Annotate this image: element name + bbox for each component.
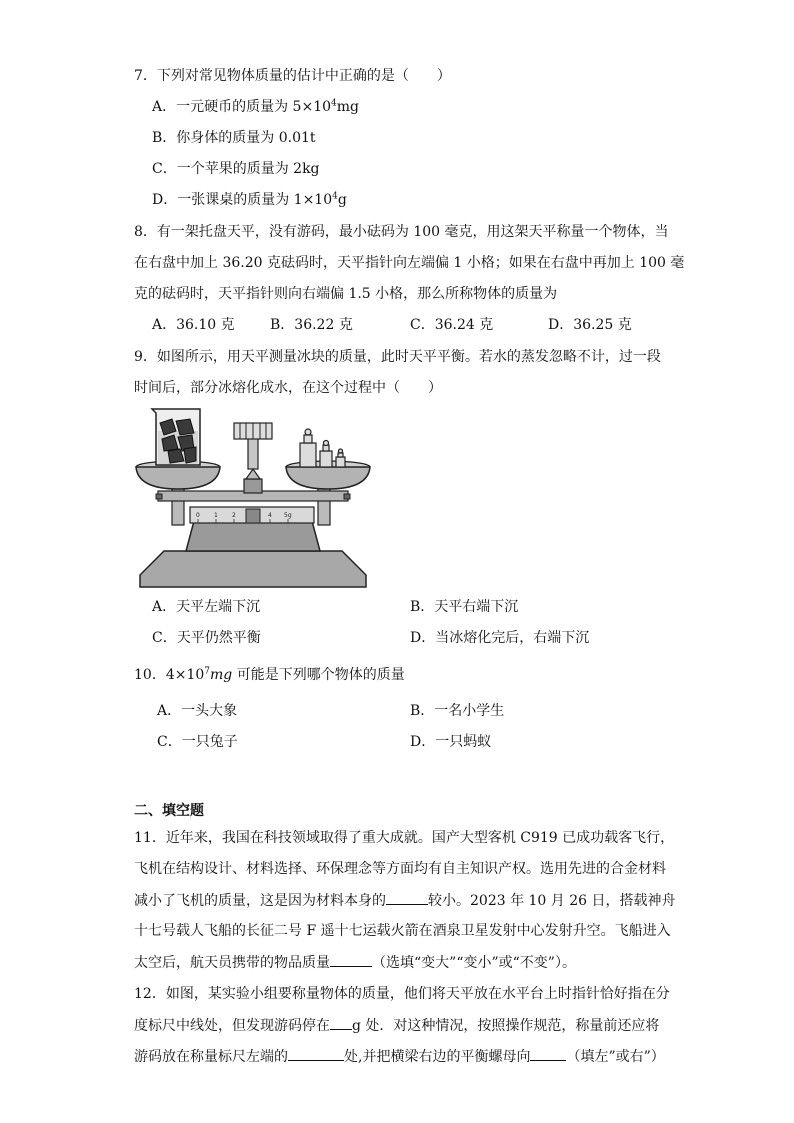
q9-option-b: B．天平右端下沉 [410,599,519,615]
q7-option-a-exp: 4 [331,98,337,109]
scale-label-4: 4 [268,512,272,519]
scale-label-5: 5g [284,512,292,519]
q11-line5-post: （选填“变大”“变小”或“不变”）。 [372,955,576,971]
q8-line3: 克的砝码时，天平指针则向右端偏 1.5 小格，那么所称物体的质量为 [134,286,558,302]
center-post [244,479,262,493]
q10-number: 10． [134,667,166,683]
q7-option-d-unit: g [337,192,347,208]
q10-option-d: D．一只蚂蚁 [410,734,492,750]
q9-line1: 9．如图所示，用天平测量冰块的质量，此时天平平衡。若水的蒸发忽略不计，过一段 [134,349,661,365]
q11-line4: 十七号载人飞船的长征二号 F 遥十七运载火箭在酒泉卫星发射中心发射升空。飞船进入 [134,923,671,939]
q12-line3-pre: 游码放在称量标尺左端的 [134,1049,288,1065]
right-pan [286,467,370,489]
q7-option-a-unit: mg [336,99,359,115]
q10-rest: 可能是下列哪个物体的质量 [232,667,405,683]
q10-option-a: A．一头大象 [157,703,238,719]
left-balance-nut [156,494,162,499]
scale-label-0: 0 [196,512,200,519]
q7-option-a-text: A．一元硬币的质量为 5×10 [152,99,332,115]
section-title: 二、填空题 [134,803,204,819]
q9-option-a: A．天平左端下沉 [152,599,261,615]
q7-stem: 7．下列对常见物体质量的估计中正确的是（ ） [134,68,451,84]
balance-figure [134,403,372,589]
q11-line3-pre: 减小了飞机的质量，这是因为材料本身的 [134,893,386,909]
q8-option-c: C．36.24 克 [410,317,494,333]
q12-line3-post: （填左”或右”） [566,1049,665,1065]
scale-label-1: 1 [214,512,218,519]
q8-option-b: B．36.22 克 [270,317,353,333]
q11-line5 [134,952,576,973]
q11-line2: 飞机在结构设计、材料选择、环保理念等方面均有自主知识产权。选用先进的合金材料 [134,861,666,877]
q11-line5-pre: 太空后，航天员携带的物品质量 [134,955,330,971]
rider [246,509,260,523]
q11-line3-post: 较小。2023 年 10 月 26 日，搭载神舟 [428,893,676,909]
q9-line2: 时间后，部分冰熔化成水，在这个过程中（ ） [134,380,442,396]
q10-stem [134,665,405,685]
q10-option-c: C．一只兔子 [157,734,238,750]
q8-option-d: D．36.25 克 [548,317,632,333]
q11-line3 [134,890,676,911]
q7-option-c: C．一个苹果的质量为 2kg [152,161,320,177]
q7-option-b: B．你身体的质量为 0.01t [152,130,316,146]
q8-option-a: A．36.10 克 [152,317,235,333]
pointer-column [248,437,258,469]
q12-line3-mid: 处,并把横梁右边的平衡螺母向 [344,1049,531,1065]
q10-unit: mg [210,667,233,683]
q10-option-b: B．一名小学生 [410,703,505,719]
q8-line1: 8．有一架托盘天平，没有游码，最小砝码为 100 毫克，用这架天平称量一个物体，当 [134,224,669,240]
q11-blank-2[interactable] [330,952,372,967]
q12-blank-1[interactable] [330,1015,352,1030]
scale-label-2: 2 [232,512,236,519]
right-balance-nut [344,494,350,499]
weights [300,429,345,467]
q11-line1: 11．近年来，我国在科技领域取得了重大成就。国产大型客机 C919 已成功载客飞行， [134,830,675,846]
q10-exponent: 7 [204,666,211,677]
q7-option-a [152,97,359,117]
q11-blank-1[interactable] [386,890,428,905]
q7-option-d [152,190,347,210]
q12-line2-post: g 处．对这种情况，按照操作规范，称量前还应将 [352,1018,660,1034]
balance-pedestal [186,521,320,551]
q10-coefficient: 4×10 [165,667,205,683]
q7-option-d-exp: 4 [332,191,338,202]
q12-line3 [134,1046,665,1067]
q12-line1: 12．如图，某实验小组要称量物体的质量，他们将天平放在水平台上时指针恰好指在分 [134,986,670,1002]
q12-line2-pre: 度标尺中线处，但发现游码停在 [134,1018,330,1034]
q9-option-d: D．当冰熔化完后，右端下沉 [410,630,590,646]
q8-line2: 在右盘中加上 36.20 克砝码时，天平指针向左端偏 1 小格；如果在右盘中再加上 100 毫 [134,255,685,271]
pointer-head [246,469,260,479]
left-pan [136,467,220,489]
q9-option-c: C．天平仍然平衡 [152,630,261,646]
q12-blank-3[interactable] [530,1046,566,1061]
q12-blank-2[interactable] [288,1046,344,1061]
q12-line2 [134,1015,659,1036]
balance-base [140,551,366,587]
q7-option-d-text: D．一张课桌的质量为 1×10 [152,192,333,208]
